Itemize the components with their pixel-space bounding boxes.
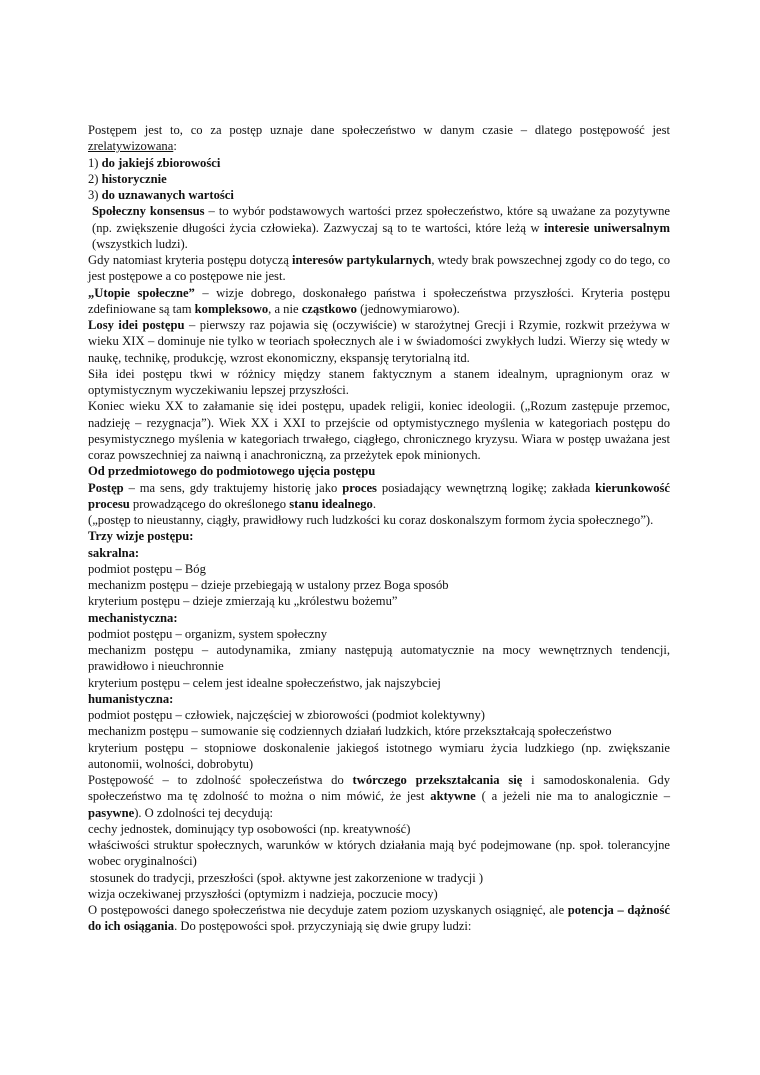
paragraph-utopie: [88, 285, 670, 318]
text: (wszystkich ludzi).: [92, 236, 188, 251]
text: i samodoskonalenia. Gdy społeczeństwo ma tę zdolność to można o nim mówić, że jest: [88, 773, 670, 804]
text: – ma sens, gdy traktujemy historię jako: [123, 480, 343, 495]
document-page: [88, 122, 670, 935]
term: kompleksowo: [194, 301, 269, 316]
paragraph-postepowosc: [88, 772, 670, 821]
condition-line: cechy jednostek, dominujący typ osobowości (np. kreatywność): [88, 821, 411, 836]
subheading-text: humanistyczna:: [88, 691, 174, 706]
list-line: podmiot postępu – organizm, system społeczny: [88, 626, 328, 641]
text: – pierwszy raz pojawia się (oczywiście) w starożytnej Grecji i Rzymie, rozkwit przeżywa w wieku XIX – dominuje nie tylko w teoriach społecznych ale i w świadomości zwykłych ludzi. Wierzy się wtedy w naukę, technikę, produkcję, wzrost ekonomiczny, ekspansję terytorialną itd.: [88, 318, 670, 365]
section-heading: [88, 528, 670, 544]
text: ). O zdolności tej decydują:: [134, 805, 274, 820]
subheading-mechanistyczna: [88, 610, 670, 626]
subheading-humanistyczna: [88, 691, 670, 707]
section-heading: [88, 463, 670, 479]
text: posiadający wewnętrzną logikę; zakłada: [376, 480, 596, 495]
text: , a nie: [268, 301, 302, 316]
condition-line: właściwości struktur społecznych, warunków w których działania mają być podejmowane (np. społ. tolerancyjne wobec oryginalności): [88, 838, 670, 869]
list-line: mechanizm postępu – sumowanie się codziennych działań ludzkich, które przekształcają społeczeństwo: [88, 724, 612, 739]
paragraph-final: [88, 902, 670, 935]
list-num: 2): [88, 171, 102, 186]
intro-paragraph: [88, 122, 670, 155]
list-line: podmiot postępu – Bóg: [88, 561, 206, 576]
text: – wizje dobrego, doskonałego państwa i społeczeństwa przyszłości. Kryteria postępu zdefiniowane są tam: [88, 285, 670, 316]
paragraph-losy: [88, 317, 670, 366]
list-item: [88, 155, 670, 171]
term: potencja – dążność do ich osiągania: [88, 903, 671, 934]
list-line: kryterium postępu – dzieje zmierzają ku „królestwu bożemu”: [88, 594, 398, 609]
intro-colon: :: [173, 139, 177, 154]
list-item: [88, 171, 670, 187]
list-line: mechanizm postępu – dzieje przebiegają w ustalony przez Boga sposób: [88, 578, 449, 592]
heading-text: Trzy wizje postępu:: [88, 529, 194, 544]
text: Postępowość – to zdolność społeczeństwa do: [88, 773, 353, 787]
subheading-text: mechanistyczna:: [88, 610, 178, 625]
heading-text: Od przedmiotowego do podmiotowego ujęcia postępu: [88, 464, 376, 479]
term: „Utopie społeczne”: [88, 285, 195, 300]
text: O postępowości danego społeczeństwa nie decyduje zatem poziom uzyskanych osiągnięć, ale: [88, 903, 568, 917]
text: – to wybór podstawowych wartości przez społeczeństwo, które są uważane za pozytywne (np. zwiększenie długości życia człowieka). Zazwyczaj są to te wartości, które leżą w: [92, 204, 670, 235]
text: (jednowymiarowo).: [356, 301, 460, 316]
list-label: do jakiejś zbiorowości: [101, 155, 221, 170]
paragraph-sila: Siła idei postępu tkwi w różnicy między stanem faktycznym a stanem idealnym, upragnionym oraz w optymistycznym wyczekiwaniu lepszej przyszłości.: [88, 366, 670, 397]
quote-paragraph: („postęp to nieustanny, ciągły, prawidłowy ruch ludzkości ku coraz doskonalszym formom życia społecznego”).: [88, 513, 654, 527]
list-label: historycznie: [101, 171, 167, 186]
list-line: kryterium postępu – stopniowe doskonalenie jakiegoś istotnego wymiaru życia ludzkiego (np. zwiększanie autonomii, wolności, dobrobytu): [88, 740, 670, 771]
term: interesów partykularnych: [291, 253, 432, 267]
condition-line: wizja oczekiwanej przyszłości (optymizm i nadzieja, poczucie mocy): [88, 886, 438, 901]
term: stanu idealnego: [289, 496, 373, 511]
intro-text: Postępem jest to, co za postęp uznaje dane społeczeństwo w danym czasie – dlatego postępowość jest: [88, 123, 670, 137]
text: .: [372, 496, 376, 511]
paragraph-gdy: [88, 252, 670, 285]
paragraph-koniec: Koniec wieku XX to załamanie się idei postępu, upadek religii, koniec ideologii. („Rozum zastępuje przemoc, nadzieję – rezygnacja”). Wiek XX i XXI to przejście od optymistycznego myślenia w kategoriach postępu do pesymistycznego myślenia w kategoriach trwałego, ciągłego, chronicznego kryzysu. Wiara w postęp uważana jest coraz powszechniej za naiwną i anachroniczną, za przeżytek epok minionych.: [88, 399, 670, 462]
term: cząstkowo: [301, 301, 357, 316]
list-line: kryterium postępu – celem jest idealne społeczeństwo, jak najszybciej: [88, 675, 441, 690]
term: kierunkowość procesu: [88, 480, 670, 511]
text: , wtedy brak powszechnej zgody co do tego, co jest postępowe a co postępowe nie jest.: [88, 253, 670, 284]
term: pasywne: [88, 805, 135, 820]
list-line: mechanizm postępu – autodynamika, zmiany następują automatycznie na mocy wewnętrznych tendencji, prawidłowo i nieuchronnie: [88, 643, 670, 674]
term: Społeczny konsensus: [92, 204, 205, 219]
term: twórczego przekształcania się: [352, 773, 523, 787]
term: proces: [342, 480, 377, 495]
list-label: do uznawanych wartości: [101, 188, 234, 202]
term: aktywne: [430, 789, 476, 804]
list-item: [88, 187, 670, 203]
list-num: 3): [88, 188, 102, 202]
term: Losy idei postępu: [88, 318, 185, 332]
text: prowadzącego do określonego: [129, 496, 290, 511]
term: Postęp: [88, 480, 124, 495]
text: ( a jeżeli nie ma to analogicznie –: [475, 789, 671, 804]
paragraph-konsensus: [88, 203, 670, 252]
list-num: 1): [88, 155, 102, 170]
condition-line: stosunek do tradycji, przeszłości (społ. aktywne jest zakorzenione w tradycji ): [90, 870, 484, 885]
list-line: podmiot postępu – człowiek, najczęściej w zbiorowości (podmiot kolektywny): [88, 708, 485, 722]
text: . Do postępowości społ. przyczyniają się dwie grupy ludzi:: [174, 919, 472, 934]
subheading-sakralna: [88, 545, 670, 561]
term: interesie uniwersalnym: [544, 220, 670, 235]
intro-underlined: zrelatywizowana: [88, 139, 174, 154]
text: Gdy natomiast kryteria postępu dotyczą: [88, 253, 292, 267]
paragraph-postep: [88, 480, 670, 513]
subheading-text: sakralna:: [88, 545, 140, 560]
